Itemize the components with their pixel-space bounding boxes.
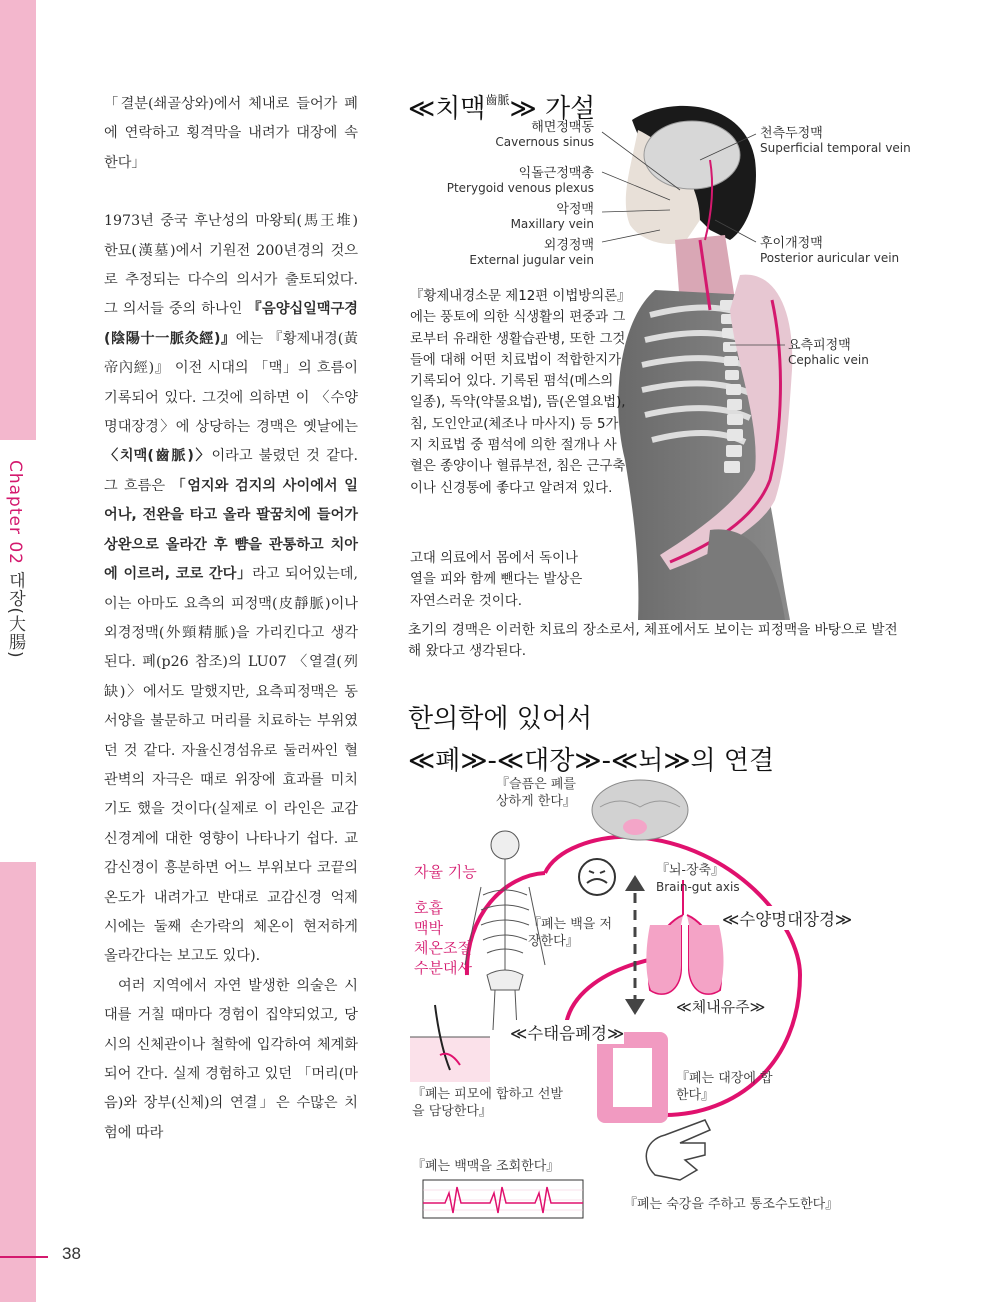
label-autonomic-function: 자율 기능 xyxy=(414,863,477,881)
label-en: Posterior auricular vein xyxy=(760,251,900,265)
label-cephalic-vein xyxy=(788,338,869,368)
paragraph-2-bold: 『음양십일맥구경(陰陽十一脈灸經)』 xyxy=(104,301,358,347)
label-ko: 해면정맥동 xyxy=(531,120,594,135)
paragraph-2-part: 라고 되어있는데, 이는 아마도 요측의 피정맥(皮靜脈)이나 외경정맥(外頸精脈)을 가리킨다고 생각된다. 폐(p26 참조)의 LU07 〈열결(列缺)〉에서도 말했지만, 요측피정맥은 동서양을 불문하고 머리를 치료하는 부위였던 것 같다. 자율신경섬유로 둘러싸인 혈관벽의 자극은 때로 위장에 효과를 미치기도 했을 것이다(실제로 이 라인은 교감신경계에 대한 영향이 나타나기 쉽다. 교감신경이 흥분하면 어느 부위보다 코끝의 온도가 내려가고 반대로 교감신경 억제 시에는 둘째 손가락의 체온이 현저하게 올라간다는 보고도 있다). xyxy=(104,566,358,965)
label-hand-taiyin: ≪수태음폐경≫ xyxy=(510,1020,624,1044)
label-lung-skin: 『폐는 피모에 합하고 선발을 담당한다』 xyxy=(412,1087,563,1119)
label-lung-stores-po: 『폐는 백을 저장한다』 xyxy=(528,917,613,949)
chapter-label xyxy=(5,460,28,659)
paragraph-2-bold: 「엄지와 검지의 사이에서 일어나, 전완을 타고 올라 팔꿈치에 들어가 상완으로 올라간 후 뺨을 관통하고 치아에 이르러, 코로 간다」 xyxy=(104,477,359,583)
label-cavernous-sinus xyxy=(495,120,594,150)
title-superscript: 齒脈 xyxy=(485,93,510,107)
label-en: External jugular vein xyxy=(469,253,594,267)
label-brain-gut-axis xyxy=(656,862,740,896)
paragraph-2 xyxy=(104,207,358,972)
label-ko: 요측피정맥 xyxy=(788,338,851,353)
body-text-column xyxy=(104,90,358,1148)
skin-section-illustration xyxy=(410,1005,490,1082)
hand-illustration xyxy=(646,1120,710,1180)
paragraph-1: 「결분(쇄골상와)에서 체내로 들어가 폐에 연락하고 횡격막을 내려가 대장에 속한다」 xyxy=(104,96,358,171)
paragraph-2-part: 이라고 불렸던 것 같다. 그 흐름은 xyxy=(104,448,358,494)
label-ko: 후이개정맥 xyxy=(760,236,823,251)
sidebar-pink-bar-bottom xyxy=(0,862,36,1302)
label-en: Cephalic vein xyxy=(788,353,869,367)
paragraph-2-bold: 〈치맥(齒脈)〉 xyxy=(104,448,212,465)
label-maxillary-vein xyxy=(511,202,594,232)
arrow-down-head xyxy=(625,999,645,1015)
ecg-chart xyxy=(423,1180,583,1218)
section-2-title-line1: 한의학에 있어서 xyxy=(408,704,593,734)
sad-face-icon xyxy=(579,859,615,895)
brain-gut-en: Brain-gut axis xyxy=(656,880,740,894)
section-2-title-line2: ≪폐≫-≪대장≫-≪뇌≫의 연결 xyxy=(408,746,775,776)
figure-text-bloodletting: 고대 의료에서 몸에서 독이나 열을 피와 함께 뺀다는 발상은 자연스러운 것이다. xyxy=(410,551,583,609)
label-en: Pterygoid venous plexus xyxy=(446,181,594,195)
chapter-number: Chapter 02 xyxy=(5,460,25,566)
figure-caption: 초기의 경맥은 이러한 치료의 장소로서, 체표에서도 보이는 피정맥을 바탕으로 발전해 왔다고 생각된다. xyxy=(408,622,898,659)
function-item: 체온조절 xyxy=(414,939,472,957)
title-part: ≫ 가설 xyxy=(509,94,596,124)
label-lung-pulse: 『폐는 백맥을 조회한다』 xyxy=(412,1159,560,1174)
paragraph-2-part: 에는 『황제내경(黃帝內經)』 이전 시대의 「맥」의 흐름이 기록되어 있다. 그것에 의하면 이 〈수양명대장경〉에 상당하는 경맥은 옛날에는 xyxy=(104,330,358,436)
function-item: 맥박 xyxy=(414,919,443,937)
cephalic-leader xyxy=(730,335,790,365)
label-lung-descend: 『폐는 숙강을 주하고 통조수도한다』 xyxy=(624,1197,839,1212)
chapter-title: 대장(大腸) xyxy=(5,571,25,659)
label-external-jugular xyxy=(469,238,594,268)
label-lung-large-intestine: 『폐는 대장에 합한다』 xyxy=(676,1071,773,1103)
paragraph-2-part: 1973년 중국 후난성의 마왕퇴(馬王堆) 한묘(漢墓)에서 기원전 200년경의 것으로 추정되는 다수의 의서가 출토되었다. 그 의서들 중의 하나인 xyxy=(104,213,358,318)
paragraph-3: 여러 지역에서 자연 발생한 의술은 시대를 거칠 때마다 경험이 집약되었고, 당시의 신체관이나 철학에 입각하여 체계화되어 간다. 실제 경험하고 있던 「머리(마음)와 장부(신체)의 연결」은 수많은 치험에 따라 xyxy=(104,977,358,1141)
sidebar-pink-bar-top xyxy=(0,0,36,440)
brain-gut-ko: 『뇌-장축』 xyxy=(656,863,725,878)
function-item: 수분대사 xyxy=(414,959,472,977)
label-ko: 천측두정맥 xyxy=(760,126,823,141)
label-ko: 익돌근정맥총 xyxy=(518,166,594,181)
label-ko: 외경정맥 xyxy=(543,238,594,253)
label-en: Cavernous sinus xyxy=(495,135,594,149)
page-number-rule xyxy=(0,1256,48,1258)
label-hand-yangming: ≪수양명대장경≫ xyxy=(722,906,852,930)
label-en: Superficial temporal vein xyxy=(760,141,911,155)
label-en: Maxillary vein xyxy=(510,217,594,231)
large-intestine-illustration xyxy=(605,1040,660,1115)
label-pterygoid-plexus xyxy=(447,166,594,196)
title-part: ≪치맥 xyxy=(408,94,486,124)
function-item: 호흡 xyxy=(414,899,443,917)
page-number: 38 xyxy=(62,1244,81,1263)
label-body-flow: ≪체내유주≫ xyxy=(676,998,766,1016)
arrow-up-head xyxy=(625,875,645,891)
label-superficial-temporal xyxy=(760,126,911,156)
label-posterior-auricular xyxy=(760,236,899,266)
label-ko: 악정맥 xyxy=(556,202,594,217)
label-sorrow-harms-lung: 『슬픔은 폐를 상하게 한다』 xyxy=(496,777,576,809)
list-vital-functions xyxy=(414,898,472,978)
figure-text-treatments: 『황제내경소문 제12편 이법방의론』에는 풍토에 의한 식생활의 편중과 그로부터 유래한 생활습관병, 또한 그것들에 대해 어떤 치료법이 적합한지가 기록되어 있다. 기록된 폄석(메스의 일종), 독약(약물요법), 뜸(온열요법), 침, 도인안교(체조나 마사지) 등 5가지 치료법 중 폄석에 의한 절개나 사혈은 종양이나 혈류부전, 침은 근구축이나 신경통에 좋다고 알려져 있다. xyxy=(410,289,626,496)
